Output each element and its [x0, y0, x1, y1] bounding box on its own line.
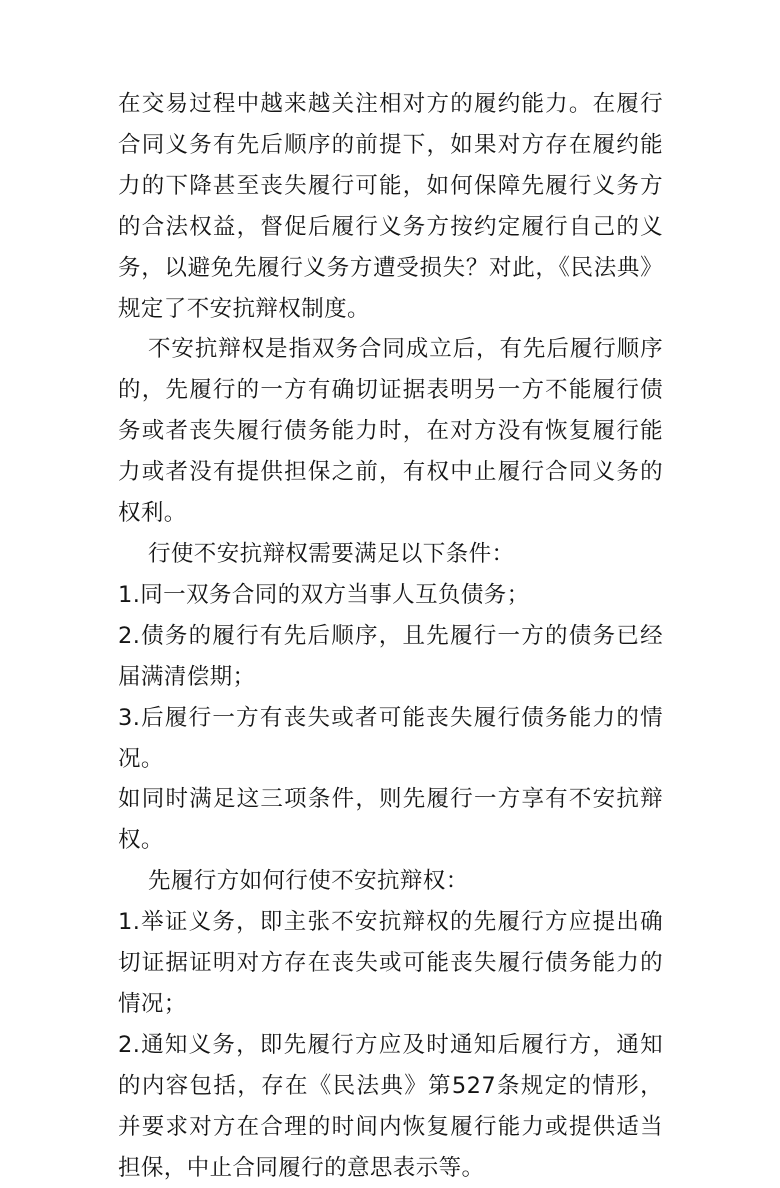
condition-item-2: 2.债务的履行有先后顺序，且先履行一方的债务已经届满清偿期；: [118, 622, 663, 690]
exercise-item-2: 2.通知义务，即先履行方应及时通知后履行方，通知的内容包括，存在《民法典》第527条规定的情形，并要求对方在合理的时间内恢复履行能力或提供适当担保，中止合同履行的意思表示等。: [118, 1031, 663, 1181]
condition-item-1: 1.同一双务合同的双方当事人互负债务；: [118, 581, 530, 608]
paragraph-conditions-summary: 如同时满足这三项条件，则先履行一方享有不安抗辩权。: [118, 786, 663, 854]
paragraph-intro: 在交易过程中越来越关注相对方的履约能力。在履行合同义务有先后顺序的前提下，如果对方存在履约能力的下降甚至丧失履行可能，如何保障先履行义务方的合法权益，督促后履行义务方按约定履行自己的义务，以避免先履行义务方遭受损失？对此，《民法典》规定了不安抗辩权制度。: [118, 91, 663, 322]
paragraph-conditions-heading: 行使不安抗辩权需要满足以下条件：: [148, 540, 515, 567]
paragraph-definition: 不安抗辩权是指双务合同成立后，有先后履行顺序的，先履行的一方有确切证据表明另一方不能履行债务或者丧失履行债务能力时，在对方没有恢复履行能力或者没有提供担保之前，有权中止履行合同义务的权利。: [118, 336, 663, 527]
document-page: [118, 84, 663, 1188]
paragraph-exercise-heading: 先履行方如何行使不安抗辩权：: [148, 868, 469, 895]
condition-item-3: 3.后履行一方有丧失或者可能丧失履行债务能力的情况。: [118, 704, 663, 772]
exercise-item-1: 1.举证义务，即主张不安抗辩权的先履行方应提出确切证据证明对方存在丧失或可能丧失履行债务能力的情况；: [118, 909, 663, 1017]
